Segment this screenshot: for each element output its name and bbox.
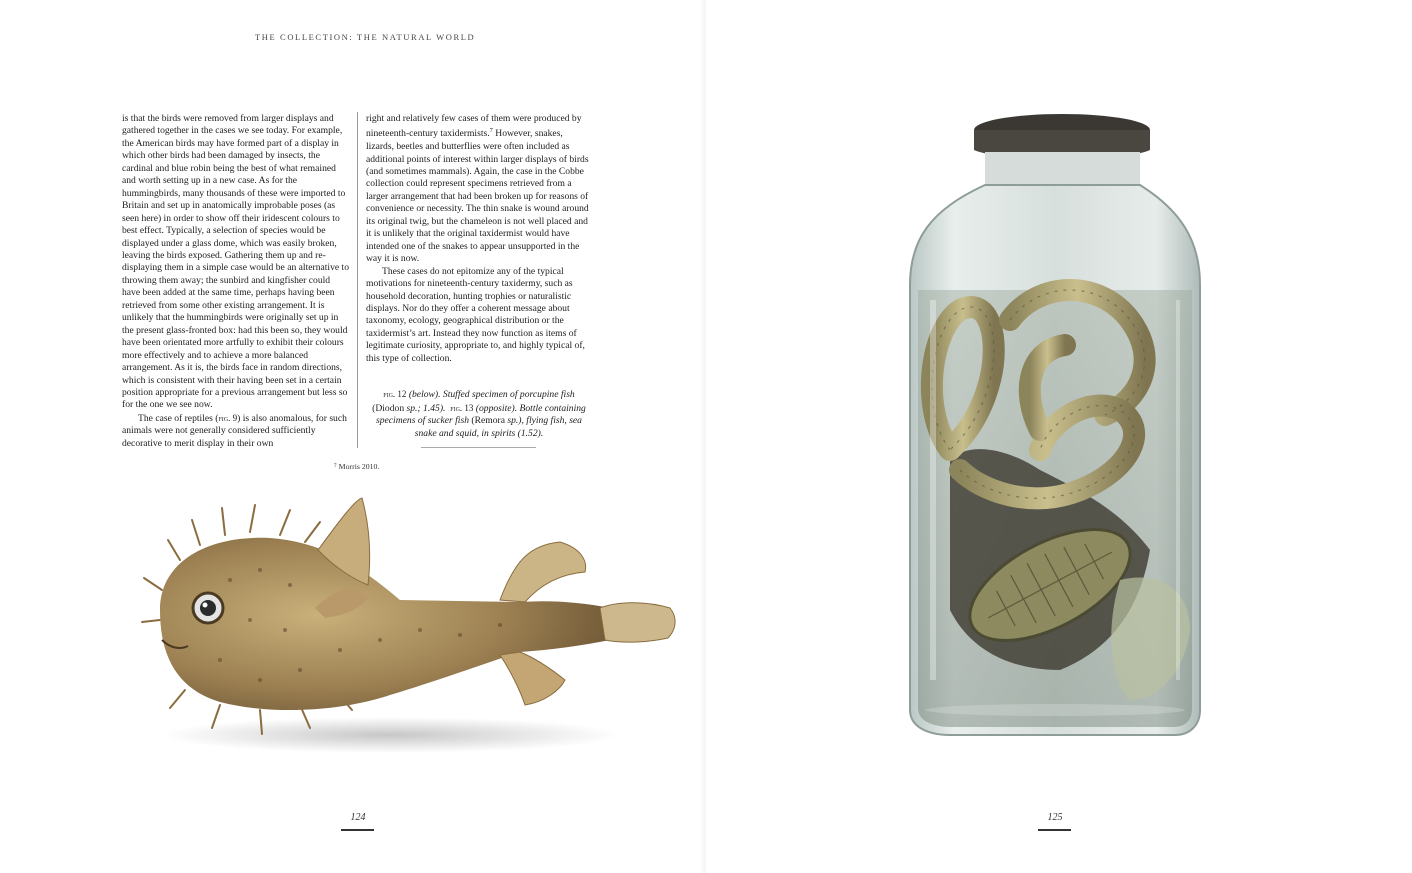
text-column-2 [366, 113, 592, 365]
folio-rule [341, 829, 374, 831]
caption-text: (below). Stuffed specimen of porcupine fish [406, 389, 575, 400]
folio-rule [1038, 829, 1071, 831]
paragraph [366, 113, 592, 266]
text-run: However, snakes, lizards, beetles and butterflies were often included as additional points of interest within larger displays of birds (and sometimes mammals). Again, the case in the Cobbe collection could represent specimens retrieved from a larger arrangement that had been broken up for reasons of convenience or necessity. The thin snake is wound around its original twig, but the chameleon is not well placed and it is unlikely that the original taxidermist would have intended one of the snakes to appear unsupported in the way it is now. [366, 128, 589, 265]
caption-text: (opposite). Bottle containing specimens of sucker fish [376, 402, 586, 427]
figure-caption [368, 388, 590, 440]
specimen-jar-image [890, 110, 1210, 745]
paragraph: These cases do not epitomize any of the typical motivations for nineteenth-century taxidermy, such as household decoration, hunting trophies or naturalistic displays. Nor do they offer a coherent message about taxonomy, ecology, geographical distribution or the taxidermist’s art. Instead they now function as items of legitimate curiosity, appropriate to, and highly typical of, this type of collection. [366, 265, 585, 364]
footnote-marker: 7 [489, 127, 493, 135]
paragraph: is that the birds were removed from larger displays and gathered together in the cases we see today. For example, the American birds may have formed part of a display in which other birds had been damaged by insects, the cardinal and blue robin being the best of what remained and worth setting up in a new case. As for the hummingbirds, many thousands of these were imported to Britain and set up in anatomically improbable poses (as seen here) in order to show off their iridescent colours to best effect. Typically, a selection of species would be displayed under a glass dome, which was easily broken, leaving the birds exposed. Gathering them up and re-displaying them in a simple case would be an alternative to throwing them away; the sunbird and kingfisher could have been added at the same time, perhaps having been retrieved from some other existing arrangement. It is unlikely that the hummingbirds were originally set up in the present glass-fronted box: had this been so, they would have been orientated more artfully to exhibit their colours more effectively and to achieve a more balanced arrangement. As it is, the birds face in random directions, which is consistent with their having been set in a certain position appropriate for a previous arrangement but less so for the one we see now. [122, 113, 349, 411]
text-column-1 [122, 113, 350, 450]
caption-text: sp.), flying fish, sea snake and squid, in spirits (1.52). [414, 415, 582, 439]
figure-label: fig. 12 [383, 389, 407, 399]
paragraph [122, 412, 350, 450]
caption-rule [421, 447, 536, 448]
figure-reference: fig. 9 [218, 412, 238, 423]
caption-genus: (Diodon [372, 402, 405, 414]
column-rule [357, 112, 358, 448]
caption-genus: (Remora [471, 415, 505, 427]
page-number-right: 125 [1047, 812, 1063, 823]
running-head: THE COLLECTION: THE NATURAL WORLD [255, 32, 476, 42]
page-number-left: 124 [350, 812, 366, 823]
figure-label: fig. 13 [450, 402, 474, 413]
footnote: ⁷ Morris 2010. [334, 462, 380, 471]
text-run: right and relatively few cases of them were produced by nineteenth-century taxidermists. [366, 113, 582, 140]
text-run: ) is also anomalous, for such animals were not generally considered sufficiently decorative to merit display in their own [122, 412, 347, 449]
caption-text: sp.; 1.45). [404, 402, 446, 414]
text-run: The case of reptiles ( [138, 412, 219, 424]
porcupine-fish-image [140, 490, 700, 760]
